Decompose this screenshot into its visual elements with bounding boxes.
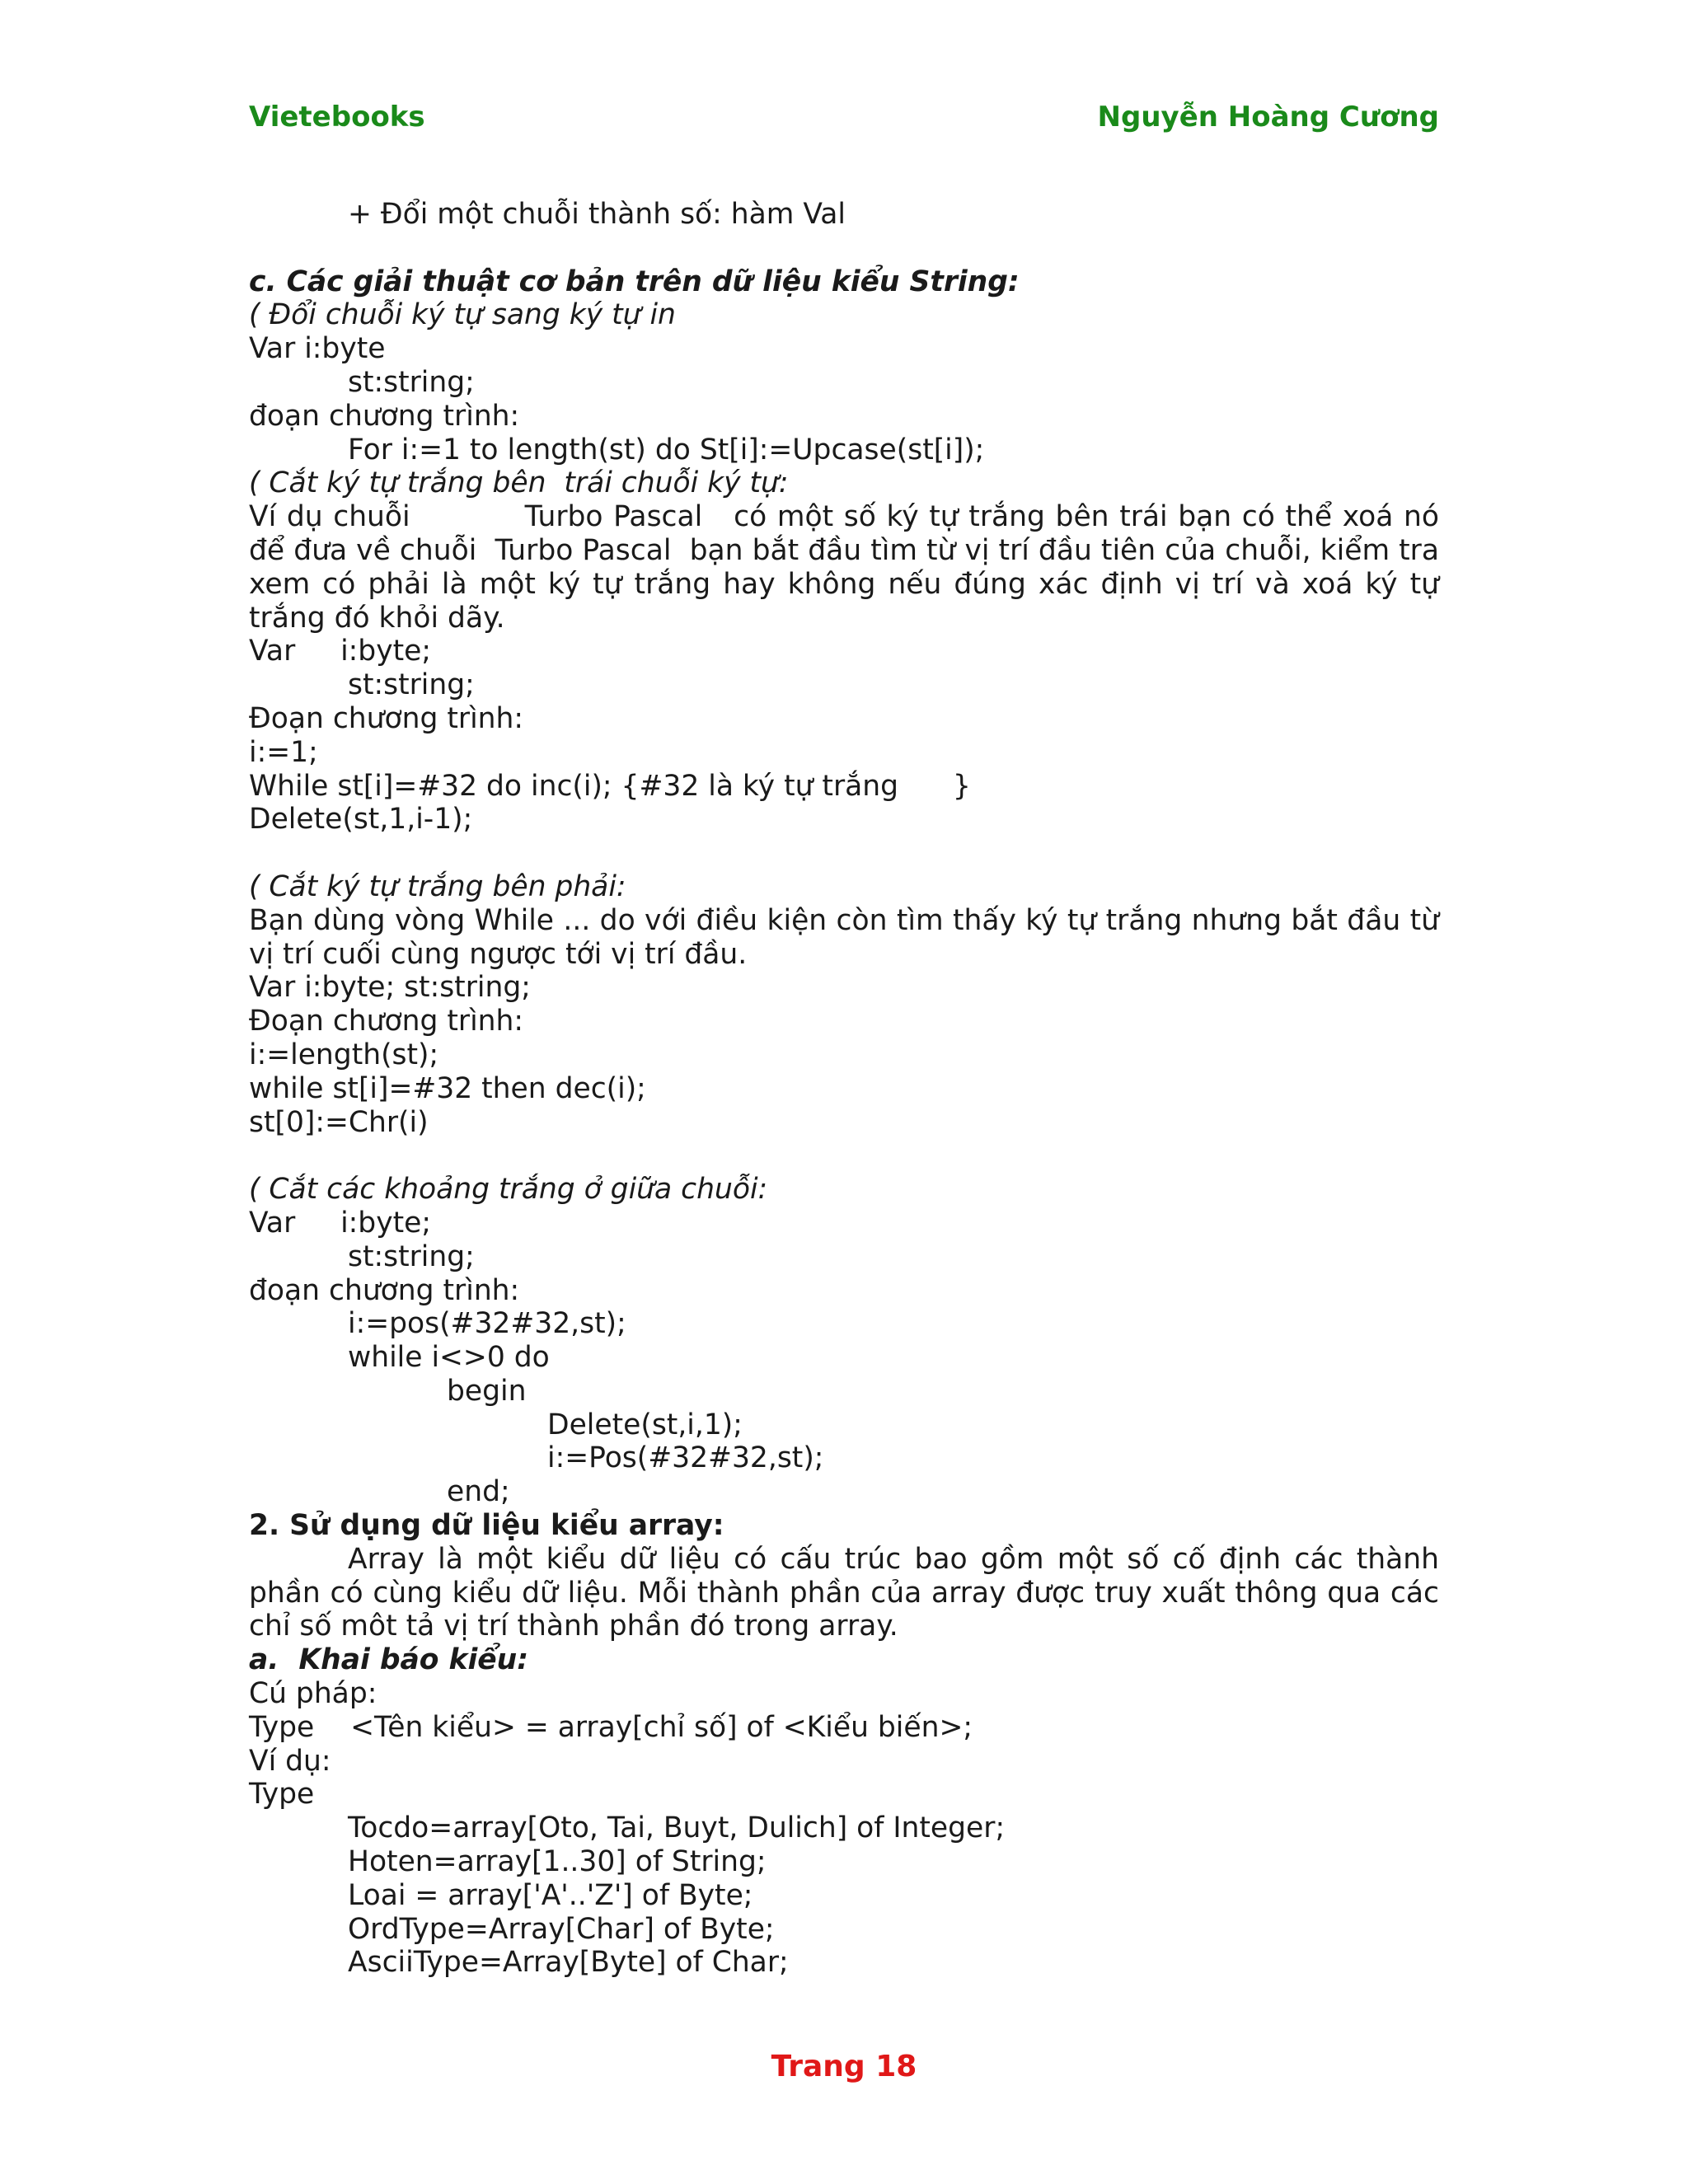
subheading-trim-left: ( Cắt ký tự trắng bên trái chuỗi ký tự:	[249, 466, 789, 500]
paragraph-trim-left: Ví dụ chuỗi Turbo Pascal có một số ký tự trắng bên trái bạn có thể xoá nó để đưa về chuỗi Turbo Pascal bạn bắt đầu tìm từ vị trí đầu tiên của chuỗi, kiểm tra xem có phải là một ký tự trắng hay không nếu đúng xác định vị trí và xoá ký tự trắng đó khỏi dãy.	[249, 500, 1448, 635]
code-line: While st[i]=#32 do inc(i); {#32 là ký tự trắng }	[249, 769, 971, 803]
code-line: Var i:byte; st:string;	[249, 971, 531, 1005]
section-heading-array: 2. Sử dụng dữ liệu kiểu array:	[249, 1509, 724, 1543]
code-line: st:string;	[348, 1240, 475, 1273]
code-line: Var i:byte;	[249, 635, 431, 668]
subheading-trim-right: ( Cắt ký tự trắng bên phải:	[249, 869, 626, 903]
code-line: i:=Pos(#32#32,st);	[547, 1441, 824, 1475]
code-line: Var i:byte	[249, 332, 386, 366]
header-site-name: Vietebooks	[249, 101, 425, 134]
page-number: Trang 18	[771, 2050, 917, 2083]
paragraph-trim-right: Bạn dùng vòng While ... do với điều kiện còn tìm thấy ký tự trắng nhưng bắt đầu từ vị trí cuối cùng ngược tới vị trí đầu.	[249, 903, 1439, 971]
text-line: Đoạn chương trình:	[249, 701, 524, 735]
subheading-trim-middle: ( Cắt các khoảng trắng ở giữa chuỗi:	[249, 1173, 768, 1207]
subheading-type-declaration: a. Khai báo kiểu:	[249, 1643, 529, 1677]
text-line: Cú pháp:	[249, 1677, 377, 1711]
subheading-uppercase: ( Đổi chuỗi ký tự sang ký tự in	[249, 298, 676, 332]
code-line: while st[i]=#32 then dec(i);	[249, 1071, 646, 1105]
text-line: Đoạn chương trình:	[249, 1005, 524, 1038]
code-line: Type	[249, 1778, 315, 1811]
code-line: Tocdo=array[Oto, Tai, Buyt, Dulich] of Integer;	[348, 1811, 1006, 1845]
code-line: st:string;	[348, 365, 475, 399]
code-line: i:=pos(#32#32,st);	[348, 1307, 626, 1341]
code-line: Loai = array['A'..'Z'] of Byte;	[348, 1878, 753, 1912]
page-body	[249, 198, 1448, 1980]
code-line: i:=1;	[249, 735, 318, 769]
header-author-name: Nguyễn Hoàng Cương	[1097, 101, 1439, 134]
text-line: + Đổi một chuỗi thành số: hàm Val	[348, 198, 846, 231]
code-line: Hoten=array[1..30] of String;	[348, 1845, 767, 1879]
code-line: Delete(st,i,1);	[547, 1408, 743, 1441]
text-line: đoạn chương trình:	[249, 399, 520, 433]
code-line: st[0]:=Chr(i)	[249, 1105, 429, 1139]
code-line: begin	[447, 1374, 527, 1408]
code-line: i:=length(st);	[249, 1038, 439, 1071]
code-line: OrdType=Array[Char] of Byte;	[348, 1912, 775, 1946]
section-heading-string-algorithms: c. Các giải thuật cơ bản trên dữ liệu kiểu String:	[249, 265, 1020, 298]
paragraph-array-intro: Array là một kiểu dữ liệu có cấu trúc bao gồm một số cố định các thành phần có cùng kiểu dữ liệu. Mỗi thành phần của array được truy xuất thông qua các chỉ số môt tả vị trí thành phần đó trong array.	[249, 1542, 1439, 1643]
code-line: while i<>0 do	[348, 1341, 550, 1375]
code-line: Delete(st,1,i-1);	[249, 803, 473, 837]
text-line: đoạn chương trình:	[249, 1273, 520, 1307]
text-line: Ví dụ:	[249, 1744, 331, 1778]
code-line: Type <Tên kiểu> = array[chỉ số] of <Kiểu biến>;	[249, 1710, 973, 1744]
code-line: Var i:byte;	[249, 1206, 431, 1240]
code-line: AsciiType=Array[Byte] of Char;	[348, 1946, 789, 1980]
code-line: end;	[447, 1475, 510, 1509]
code-line: For i:=1 to length(st) do St[i]:=Upcase(st[i]);	[348, 433, 985, 466]
code-line: st:string;	[348, 668, 475, 702]
